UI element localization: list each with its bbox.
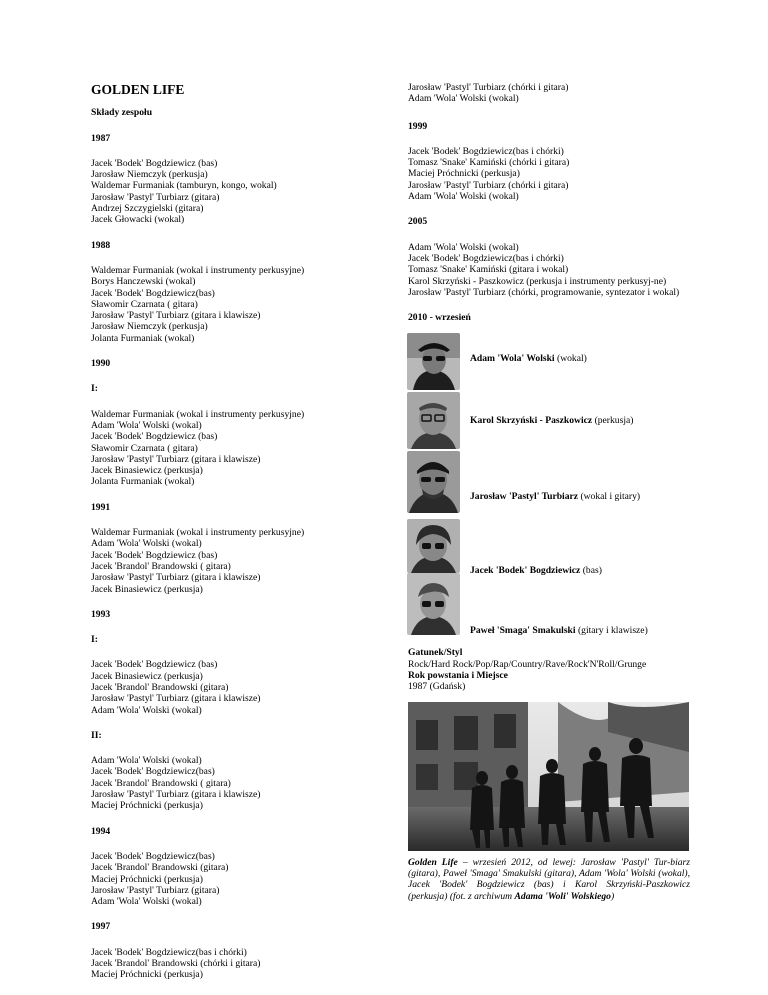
member-line: Adam 'Wola' Wolski (wokal): [408, 191, 519, 203]
member-line: Jarosław 'Pastyl' Turbiarz (chórki, programowanie, syntezator i wokal): [408, 286, 680, 298]
member-line: Jarosław 'Pastyl' Turbiarz (gitara i klawisze): [91, 572, 261, 584]
genre-value: Rock/Hard Rock/Pop/Rap/Country/Rave/Rock'N'Roll/Grunge: [408, 658, 647, 670]
member-photo: [407, 519, 460, 573]
lineup-members: [91, 851, 381, 907]
band-photo: [408, 702, 689, 851]
member-line: Maciej Próchnicki (perkusja): [91, 873, 203, 885]
member-line: Jacek 'Bodek' Bogdziewicz(bas): [91, 766, 215, 778]
year-heading: 1990: [91, 358, 111, 370]
member-line: Adam 'Wola' Wolski (wokal): [91, 419, 202, 431]
member-line: Waldemar Furmaniak (wokal i instrumenty perkusyjne): [91, 264, 305, 276]
member-line: Maciej Próchnicki (perkusja): [91, 800, 203, 812]
member-line: Jolanta Furmaniak (wokal): [91, 476, 195, 488]
year-heading: 1999: [408, 120, 428, 132]
lineup-members: [91, 265, 381, 344]
year-heading: I:: [91, 383, 98, 395]
member-line: Tomasz 'Snake' Kamiński (gitara i wokal): [408, 264, 569, 276]
left-lineups: [91, 133, 381, 981]
member-role: (wokal): [557, 353, 587, 365]
member-line: Jacek 'Bodek' Bogdziewicz(bas): [91, 850, 215, 862]
member-line: Waldemar Furmaniak (wokal i instrumenty perkusyjne): [91, 527, 305, 539]
band-info: [408, 647, 690, 692]
member-photo: [407, 451, 460, 513]
right-lineups: [408, 121, 690, 299]
member-line: Jacek 'Brandol' Brandowski (gitara): [91, 681, 229, 693]
member-photo: [407, 333, 460, 390]
member-line: Jacek 'Brandol' Brandowski ( gitara): [91, 777, 231, 789]
member-name: Karol Skrzyński - Paszkowicz: [470, 415, 593, 427]
member-line: Jacek 'Bodek' Bogdziewicz(bas i chórki): [408, 252, 564, 264]
member-line: Adam 'Wola' Wolski (wokal): [408, 93, 519, 105]
member-row: [408, 573, 690, 635]
member-line: Waldemar Furmaniak (wokal i instrumenty perkusyjne): [91, 408, 305, 420]
member-line: Jacek 'Bodek' Bogdziewicz(bas i chórki): [408, 145, 564, 157]
member-line: Jacek 'Bodek' Bogdziewicz (bas): [91, 431, 218, 443]
year-heading: 1991: [91, 501, 111, 513]
member-caption: [470, 491, 640, 502]
member-line: Jarosław 'Pastyl' Turbiarz (gitara): [91, 191, 220, 203]
member-line: Jacek 'Bodek' Bogdziewicz(bas): [91, 287, 215, 299]
member-line: Jarosław 'Pastyl' Turbiarz (chórki i gitara): [408, 82, 569, 93]
member-line: Sławomir Czarnata ( gitara): [91, 298, 198, 310]
lineup-members: [91, 659, 381, 715]
member-line: Jarosław 'Pastyl' Turbiarz (gitara i klawisze): [91, 310, 261, 322]
lineup-members: [408, 242, 690, 298]
year-heading: 1993: [91, 608, 111, 620]
member-line: Jacek Binasiewicz (perkusja): [91, 465, 203, 477]
member-caption: [470, 625, 648, 636]
member-line: Jarosław Niemczyk (perkusja): [91, 321, 208, 333]
left-column: [91, 84, 381, 995]
right-column: [408, 82, 690, 902]
member-row: [408, 519, 690, 577]
member-line: Jacek 'Bodek' Bogdziewicz (bas): [91, 157, 218, 169]
member-line: Jarosław Niemczyk (perkusja): [91, 169, 208, 181]
lineup-members: [91, 527, 381, 595]
member-line: Adam 'Wola' Wolski (wokal): [91, 704, 202, 716]
member-line: Jacek 'Brandol' Brandowski (chórki i gitara): [91, 958, 261, 970]
member-line: Waldemar Furmaniak (tamburyn, kongo, wokal): [91, 180, 277, 192]
year-heading: 1987: [91, 132, 111, 144]
year-heading: 1994: [91, 825, 111, 837]
member-row: [408, 451, 690, 519]
member-line: Maciej Próchnicki (perkusja): [408, 168, 520, 180]
lineup-members: [91, 755, 381, 811]
member-role: (gitary i klawisze): [577, 625, 648, 637]
member-line: Jacek 'Bodek' Bogdziewicz (bas): [91, 549, 218, 561]
caption-band-name: Golden Life: [408, 856, 458, 868]
member-name: Adam 'Wola' Wolski: [470, 353, 555, 365]
member-line: Adam 'Wola' Wolski (wokal): [91, 896, 202, 908]
year-heading: I:: [91, 634, 98, 646]
member-photo: [407, 392, 460, 449]
year-heading-2010: 2010 - wrzesień: [408, 312, 471, 324]
member-line: Jolanta Furmaniak (wokal): [91, 332, 195, 344]
year-heading: II:: [91, 729, 102, 741]
member-name: Jarosław 'Pastyl' Turbiarz: [470, 491, 579, 503]
member-line: Adam 'Wola' Wolski (wokal): [91, 755, 202, 767]
photo-caption: [408, 857, 690, 902]
member-name: Paweł 'Smaga' Smakulski: [470, 625, 576, 637]
member-line: Jacek 'Brandol' Brandowski (gitara): [91, 862, 229, 874]
member-line: Jarosław 'Pastyl' Turbiarz (gitara i klawisze): [91, 693, 261, 705]
lineup-2010: [408, 333, 690, 635]
member-line: Jarosław 'Pastyl' Turbiarz (chórki i gitara): [408, 179, 569, 191]
caption-text: – wrzesień 2012, od lewej: Jarosław 'Pastyl' Tur-biarz (gitara), Paweł 'Smaga' Smakulski (gitara), Adam 'Wola' Wolski (wokal), Jacek 'Bodek' Bogdziewicz (bas) i Karol Skrzyński-Paszkowicz (perkusja) (fot. z archiwum: [408, 856, 690, 902]
lineup-members: [91, 409, 381, 488]
member-line: Jacek Binasiewicz (perkusja): [91, 583, 203, 595]
member-row: [408, 333, 690, 392]
member-role: (perkusja): [594, 415, 634, 427]
member-line: Jacek Binasiewicz (perkusja): [91, 670, 203, 682]
member-line: Jarosław 'Pastyl' Turbiarz (gitara i klawisze): [91, 789, 261, 801]
founded-value: 1987 (Gdańsk): [408, 681, 466, 693]
member-name: Jacek 'Bodek' Bogdziewicz: [470, 565, 581, 577]
member-line: Sławomir Czarnata ( gitara): [91, 442, 198, 454]
member-line: Borys Hanczewski (wokal): [91, 276, 196, 288]
member-line: Jarosław 'Pastyl' Turbiarz (gitara): [91, 884, 220, 896]
caption-end: ): [610, 890, 615, 902]
member-line: Jacek 'Brandol' Brandowski ( gitara): [91, 560, 231, 572]
member-line: Jacek 'Bodek' Bogdziewicz(bas i chórki): [91, 946, 247, 958]
member-caption: [470, 415, 633, 426]
year-heading: 1988: [91, 239, 111, 251]
member-line: Adam 'Wola' Wolski (wokal): [91, 538, 202, 550]
caption-credit: Adama 'Woli' Wolskiego: [514, 890, 611, 902]
year-heading: 2005: [408, 216, 428, 228]
member-line: Tomasz 'Snake' Kamiński (chórki i gitara): [408, 157, 570, 169]
lineup-members: [91, 947, 381, 981]
member-line: Jacek 'Bodek' Bogdziewicz (bas): [91, 659, 218, 671]
member-line: Karol Skrzyński - Paszkowicz (perkusja i instrumenty perkusyj-ne): [408, 275, 667, 287]
member-photo: [407, 573, 460, 635]
member-line: Jacek Głowacki (wokal): [91, 214, 185, 226]
document-title: GOLDEN LIFE: [91, 82, 185, 97]
member-line: Andrzej Szczygielski (gitara): [91, 203, 204, 215]
member-line: Maciej Próchnicki (perkusja): [91, 969, 203, 981]
genre-label: Gatunek/Styl: [408, 647, 463, 659]
member-line: Jarosław 'Pastyl' Turbiarz (gitara i klawisze): [91, 453, 261, 465]
document-subtitle: Składy zespołu: [91, 107, 153, 119]
lineup-members: [91, 158, 381, 226]
member-role: (bas): [582, 565, 602, 577]
lineup-members: [408, 146, 690, 202]
member-role: (wokal i gitary): [580, 491, 641, 503]
founded-label: Rok powstania i Miejsce: [408, 670, 508, 682]
member-caption: [470, 353, 587, 364]
year-heading: 1997: [91, 921, 111, 933]
member-row: [408, 392, 690, 451]
continued-lineup: [408, 82, 690, 105]
member-line: Adam 'Wola' Wolski (wokal): [408, 241, 519, 253]
